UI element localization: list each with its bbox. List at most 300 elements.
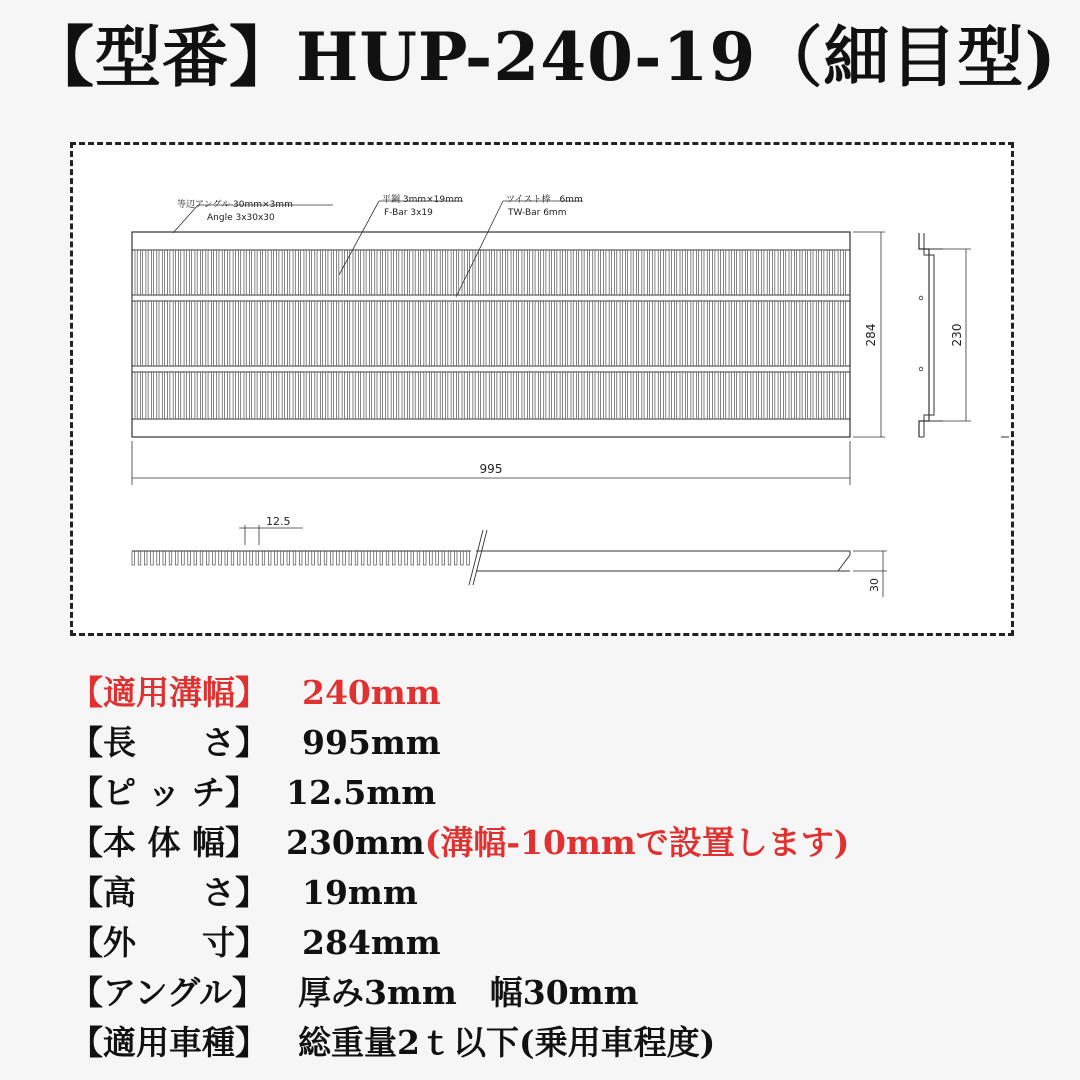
flat-bar: [195, 372, 197, 419]
flat-bar: [320, 301, 322, 366]
flat-bar: [707, 250, 709, 295]
flat-bar: [517, 372, 519, 419]
flat-bar: [397, 372, 399, 419]
flat-bar: [369, 301, 371, 366]
section-tooth: [306, 551, 309, 565]
flat-bar: [168, 301, 170, 366]
section-tooth: [213, 551, 216, 565]
flat-bar: [647, 250, 649, 295]
flat-bar: [675, 301, 677, 366]
section-break-line-1: [473, 530, 487, 585]
flat-bar: [626, 250, 628, 295]
flat-bar: [724, 372, 726, 419]
flat-bar: [157, 250, 159, 295]
flat-bar: [140, 301, 142, 366]
flat-bar: [402, 301, 404, 366]
flat-bar: [827, 372, 829, 419]
flat-bar: [805, 372, 807, 419]
flat-bar: [549, 301, 551, 366]
flat-bar: [680, 301, 682, 366]
section-teeth-group: [132, 551, 469, 565]
section-tooth: [194, 551, 197, 565]
flat-bar: [631, 372, 633, 419]
flat-bar: [735, 250, 737, 295]
fbar-label-en: F-Bar 3x19: [384, 208, 433, 218]
flat-bar: [658, 250, 660, 295]
flat-bar: [222, 301, 224, 366]
flat-bar: [740, 250, 742, 295]
flat-bar: [794, 301, 796, 366]
flat-bar: [195, 301, 197, 366]
section-tooth: [206, 551, 209, 565]
flat-bar: [293, 372, 295, 419]
flat-bar: [386, 301, 388, 366]
angle-label-en: Angle 3x30x30: [207, 213, 275, 223]
flat-bar: [315, 372, 317, 419]
flat-bar: [609, 301, 611, 366]
flat-bar: [228, 301, 230, 366]
flat-bar: [740, 301, 742, 366]
twbar-label-en: TW-Bar 6mm: [508, 208, 567, 218]
flat-bar: [626, 301, 628, 366]
flat-bar: [685, 372, 687, 419]
flat-bar: [151, 301, 153, 366]
flat-bar: [228, 372, 230, 419]
flat-bar: [408, 372, 410, 419]
section-break-line-2: [469, 530, 483, 585]
spec-label: 【アングル】: [70, 973, 266, 1012]
flat-bar: [511, 250, 513, 295]
flat-bar: [538, 372, 540, 419]
flat-bar: [244, 250, 246, 295]
flat-bar: [429, 301, 431, 366]
flat-bar: [408, 250, 410, 295]
flat-bar: [647, 372, 649, 419]
spec-label: 【長 さ】: [70, 723, 268, 762]
flat-bar: [767, 372, 769, 419]
flat-bar: [304, 301, 306, 366]
flat-bar: [506, 372, 508, 419]
flat-bar: [784, 301, 786, 366]
flat-bar: [326, 250, 328, 295]
section-tooth: [368, 551, 371, 565]
flat-bar: [484, 301, 486, 366]
section-tooth: [417, 551, 420, 565]
flat-bar: [517, 301, 519, 366]
flat-bar: [457, 250, 459, 295]
flat-bar: [478, 250, 480, 295]
flat-bar: [173, 372, 175, 419]
flat-bar: [451, 301, 453, 366]
section-tooth: [237, 551, 240, 565]
flat-bar: [691, 250, 693, 295]
flat-bar: [609, 372, 611, 419]
flat-bar: [533, 250, 535, 295]
flat-bar: [239, 250, 241, 295]
flat-bar: [745, 372, 747, 419]
flat-bar: [495, 301, 497, 366]
flat-bar: [337, 301, 339, 366]
flat-bar: [342, 372, 344, 419]
flat-bar: [190, 301, 192, 366]
flat-bar: [549, 372, 551, 419]
flat-bar: [255, 250, 257, 295]
flat-bar: [784, 372, 786, 419]
spec-label: 【外 寸】: [70, 923, 268, 962]
flat-bar: [304, 250, 306, 295]
flat-bar: [271, 250, 273, 295]
section-tooth: [188, 551, 191, 565]
section-tooth: [355, 551, 358, 565]
flat-bar: [489, 301, 491, 366]
flat-bar: [179, 250, 181, 295]
flat-bar: [773, 250, 775, 295]
section-tooth: [256, 551, 259, 565]
flat-bar: [462, 372, 464, 419]
flat-bar: [707, 301, 709, 366]
flat-bar: [816, 250, 818, 295]
flat-bar: [718, 250, 720, 295]
flat-bar: [745, 250, 747, 295]
spec-value: 厚み3mm 幅30mm: [298, 973, 639, 1012]
flat-bar: [696, 301, 698, 366]
flat-bar: [593, 301, 595, 366]
section-tooth: [399, 551, 402, 565]
flat-bar: [249, 372, 251, 419]
flat-bar: [762, 301, 764, 366]
flat-bar: [342, 301, 344, 366]
flat-bar: [593, 372, 595, 419]
flat-bar: [794, 372, 796, 419]
flat-bar: [631, 250, 633, 295]
spec-row-length: [70, 718, 441, 768]
flat-bar: [778, 372, 780, 419]
flat-bar: [527, 250, 529, 295]
spec-row-groove-width: [70, 668, 441, 718]
flat-bar: [271, 372, 273, 419]
section-tooth: [318, 551, 321, 565]
flat-bar: [789, 301, 791, 366]
page-title: 【型番】HUP-240-19（細目型): [28, 18, 1057, 96]
flat-bar: [822, 372, 824, 419]
flat-bar: [184, 250, 186, 295]
flat-bar: [620, 301, 622, 366]
section-tooth: [281, 551, 284, 565]
flat-bar: [440, 372, 442, 419]
flat-bar: [620, 250, 622, 295]
flat-bar: [309, 250, 311, 295]
flat-bar: [522, 250, 524, 295]
flat-bar: [435, 250, 437, 295]
flat-bar: [582, 372, 584, 419]
flat-bar: [680, 250, 682, 295]
flat-bar: [767, 301, 769, 366]
spec-value: 240mm: [302, 673, 441, 712]
flat-bar: [418, 301, 420, 366]
flat-bar: [587, 250, 589, 295]
flat-bar: [222, 250, 224, 295]
flat-bar: [702, 250, 704, 295]
flat-bar: [604, 250, 606, 295]
flat-bar: [402, 372, 404, 419]
section-tooth: [200, 551, 203, 565]
flat-bar: [326, 372, 328, 419]
flat-bar: [576, 250, 578, 295]
flat-bar: [756, 301, 758, 366]
flat-bar: [190, 250, 192, 295]
flat-bar: [533, 372, 535, 419]
flat-bar: [756, 372, 758, 419]
spec-row-pitch: [70, 768, 437, 818]
flat-bar: [309, 372, 311, 419]
flat-bar: [805, 250, 807, 295]
flat-bar: [277, 301, 279, 366]
flat-bar: [696, 372, 698, 419]
flat-bar: [745, 301, 747, 366]
flat-bar: [440, 301, 442, 366]
flat-bar: [467, 372, 469, 419]
fbar-label-jp: 平鋼 3mm×19mm: [382, 195, 463, 205]
flat-bar: [435, 301, 437, 366]
flat-bar: [151, 250, 153, 295]
flat-bar: [397, 250, 399, 295]
section-tooth: [250, 551, 253, 565]
flat-bar: [582, 250, 584, 295]
flat-bar: [353, 372, 355, 419]
flat-bar: [489, 250, 491, 295]
flat-bar: [190, 372, 192, 419]
flat-bar: [816, 372, 818, 419]
side-profile-outer: [919, 233, 929, 437]
flat-bar: [151, 372, 153, 419]
flat-bar: [615, 250, 617, 295]
flat-bar: [473, 301, 475, 366]
section-tooth: [442, 551, 445, 565]
flat-bar: [380, 301, 382, 366]
spec-value: 284mm: [302, 923, 441, 962]
section-tooth: [454, 551, 457, 565]
flat-bar: [457, 372, 459, 419]
flat-bar: [767, 250, 769, 295]
flat-bar: [467, 301, 469, 366]
section-tooth: [275, 551, 278, 565]
flat-bar: [391, 301, 393, 366]
flat-bar: [538, 301, 540, 366]
side-twistbar-dot-2: [919, 367, 923, 371]
flat-bar: [773, 301, 775, 366]
flat-bar: [337, 250, 339, 295]
section-tooth: [374, 551, 377, 565]
flat-bar: [478, 301, 480, 366]
flat-bar: [271, 301, 273, 366]
flat-bar: [162, 250, 164, 295]
flat-bar: [713, 372, 715, 419]
flat-bar: [375, 250, 377, 295]
flat-bar: [408, 301, 410, 366]
spec-value: 総重量2ｔ以下(乗用車程度): [298, 1023, 716, 1062]
flat-bar: [457, 301, 459, 366]
flat-bar: [827, 250, 829, 295]
flat-bar: [713, 250, 715, 295]
spec-value: 995mm: [302, 723, 441, 762]
flat-bar: [691, 372, 693, 419]
flat-bar: [729, 372, 731, 419]
flat-bar: [179, 372, 181, 419]
flat-bar: [211, 372, 213, 419]
section-tooth: [430, 551, 433, 565]
flat-bar: [527, 301, 529, 366]
section-tooth: [163, 551, 166, 565]
spec-label: 【本 体 幅】: [70, 823, 258, 862]
flat-bar: [822, 301, 824, 366]
flat-bar: [500, 250, 502, 295]
flat-bar: [255, 372, 257, 419]
flat-bar: [751, 301, 753, 366]
flat-bar: [277, 372, 279, 419]
flat-bar: [358, 250, 360, 295]
section-tooth: [380, 551, 383, 565]
flat-bar: [571, 250, 573, 295]
flat-bar: [560, 372, 562, 419]
flat-bar: [288, 250, 290, 295]
section-tooth: [132, 551, 135, 565]
flat-bar: [157, 301, 159, 366]
flat-bar: [211, 301, 213, 366]
flat-bar: [348, 301, 350, 366]
section-tooth: [157, 551, 160, 565]
spec-row-height: [70, 868, 418, 918]
flat-bar: [239, 301, 241, 366]
flat-bar: [331, 372, 333, 419]
flat-bar: [249, 250, 251, 295]
spec-row-body-width: [70, 818, 850, 868]
section-tooth: [144, 551, 147, 565]
section-tooth: [293, 551, 296, 565]
flat-bar: [369, 372, 371, 419]
flat-bar: [364, 301, 366, 366]
flat-bar: [146, 372, 148, 419]
flat-bar: [642, 372, 644, 419]
spec-value-with-note: [286, 818, 849, 868]
section-tooth: [337, 551, 340, 565]
flat-bar: [244, 301, 246, 366]
flat-bar: [729, 250, 731, 295]
flat-bar: [833, 250, 835, 295]
flat-bar: [217, 372, 219, 419]
flat-bar: [844, 250, 846, 295]
spec-note: (溝幅-10mmで設置します): [424, 823, 850, 862]
height-dim-label: 30: [868, 578, 881, 592]
flat-bar: [440, 250, 442, 295]
flat-bar: [522, 301, 524, 366]
section-tooth: [361, 551, 364, 565]
flat-bar: [762, 372, 764, 419]
flat-bar: [598, 372, 600, 419]
twist-bar-2: [132, 366, 850, 372]
flat-bar: [424, 250, 426, 295]
flat-bar: [789, 372, 791, 419]
drawing-canvas: [73, 145, 1011, 633]
flat-bar: [309, 301, 311, 366]
flat-bar: [157, 372, 159, 419]
flat-bar: [702, 372, 704, 419]
flat-bar: [337, 372, 339, 419]
flat-bar: [626, 372, 628, 419]
flat-bar: [571, 301, 573, 366]
flat-bar: [653, 372, 655, 419]
flat-bar: [822, 250, 824, 295]
flat-bar: [424, 372, 426, 419]
section-tooth: [225, 551, 228, 565]
flat-bar: [669, 250, 671, 295]
flat-bar: [506, 301, 508, 366]
section-tooth: [330, 551, 333, 565]
flat-bar: [598, 250, 600, 295]
flat-bar: [495, 372, 497, 419]
flat-bar: [184, 301, 186, 366]
flat-bar: [473, 250, 475, 295]
flat-bar: [669, 372, 671, 419]
flat-bar: [380, 250, 382, 295]
flat-bar: [642, 250, 644, 295]
flat-bar: [489, 372, 491, 419]
twbar-label-jp: ツイスト棒 6mm: [506, 195, 583, 205]
flat-bar: [604, 372, 606, 419]
section-tooth: [423, 551, 426, 565]
technical-drawing: [70, 142, 1014, 636]
side-twistbar-dot-1: [919, 296, 923, 300]
flat-bar: [140, 250, 142, 295]
spec-label: 【適用車種】: [70, 1023, 268, 1062]
spec-label: 【ピ ッ チ】: [70, 773, 258, 812]
section-tooth: [182, 551, 185, 565]
flat-bar: [566, 301, 568, 366]
flat-bar: [484, 372, 486, 419]
flat-bar: [200, 250, 202, 295]
spec-row-outer-size: [70, 918, 441, 968]
flat-bar: [778, 301, 780, 366]
flat-bar: [206, 301, 208, 366]
flat-bar: [685, 250, 687, 295]
flat-bar: [751, 372, 753, 419]
section-tooth: [151, 551, 154, 565]
flat-bar: [478, 372, 480, 419]
flat-bar: [827, 301, 829, 366]
flat-bar: [522, 372, 524, 419]
flat-bar: [653, 301, 655, 366]
section-tooth: [299, 551, 302, 565]
section-tooth: [287, 551, 290, 565]
flat-bar: [811, 250, 813, 295]
flat-bar: [429, 372, 431, 419]
flat-bar: [228, 250, 230, 295]
flat-bar: [560, 250, 562, 295]
flat-bar: [664, 372, 666, 419]
flat-bar: [277, 250, 279, 295]
flat-bar: [538, 250, 540, 295]
flat-bar: [331, 301, 333, 366]
flat-bar: [140, 372, 142, 419]
flat-bar: [729, 301, 731, 366]
spec-value: 19mm: [302, 873, 418, 912]
flat-bar: [647, 301, 649, 366]
flat-bar: [544, 301, 546, 366]
section-tooth: [411, 551, 414, 565]
flat-bar: [386, 372, 388, 419]
flat-bar: [222, 372, 224, 419]
flat-bar: [636, 372, 638, 419]
section-tooth: [324, 551, 327, 565]
